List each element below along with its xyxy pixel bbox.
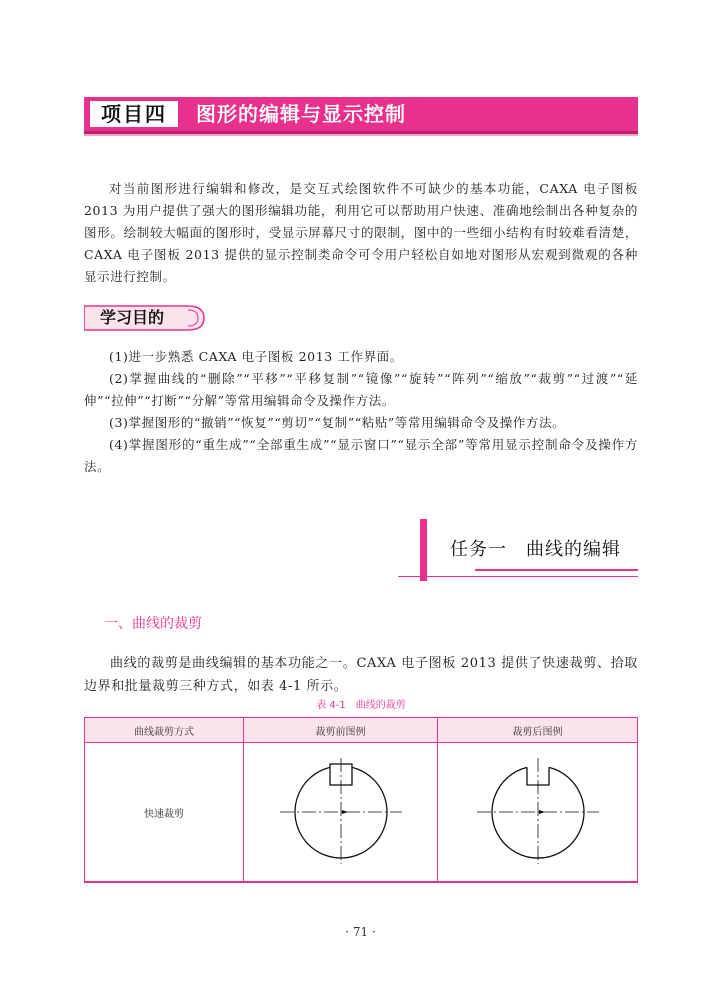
chapter-title: 图形的编辑与显示控制 <box>196 102 406 126</box>
page-number: · 71 · <box>345 925 376 939</box>
before-trim-figure <box>276 756 406 866</box>
table-header-row <box>85 718 638 743</box>
after-trim-figure <box>473 756 603 866</box>
table-row <box>85 743 638 883</box>
intro-paragraph: 对当前图形进行编辑和修改，是交互式绘图软件不可缺少的基本功能，CAXA 电子图板 2013 为用户提供了强大的图形编辑功能，利用它可以帮助用户快速、准确地绘制出各种复杂的图形。绘制较大幅面的图形时，受显示屏幕尺寸的限制，图中的一些细小结构有时较难看清楚，CAXA 电子图板 2013 提供的显示控制类命令可令用户轻松自如地对图形从宏观到微观的各种显示进行控制。 <box>84 181 638 284</box>
table-header: 裁剪后图例 <box>438 718 638 743</box>
goal-item: (3)掌握图形的“撤销”“恢复”“剪切”“复制”“粘贴”等常用编辑命令及操作方法。 <box>109 415 566 430</box>
task-underline <box>475 569 638 571</box>
table-header: 裁剪前图例 <box>244 718 438 743</box>
after-figure-cell <box>438 743 638 883</box>
task-title: 任务一 曲线的编辑 <box>450 539 621 560</box>
goal-item: (2)掌握曲线的“删除”“平移”“平移复制”“镜像”“旋转”“阵列”“缩放”“裁剪”“过渡”“延伸”“拉伸”“打断”“分解”等常用编辑命令及操作方法。 <box>84 371 638 408</box>
goals-list <box>84 346 638 478</box>
trim-method-cell: 快速裁剪 <box>85 743 244 883</box>
chapter-number: 项目四 <box>90 101 178 127</box>
task-underline-thin <box>398 576 638 577</box>
intro-text <box>84 178 638 288</box>
before-figure-cell <box>244 743 438 883</box>
section-heading: 一、曲线的裁剪 <box>104 616 202 632</box>
section-paragraph: 曲线的裁剪是曲线编辑的基本功能之一。CAXA 电子图板 2013 提供了快速裁剪、拾取边界和批量裁剪三种方式，如表 4-1 所示。 <box>84 656 638 694</box>
goal-item: (1)进一步熟悉 CAXA 电子图板 2013 工作界面。 <box>109 349 403 364</box>
section-body <box>84 652 638 698</box>
table-header: 曲线裁剪方式 <box>85 718 244 743</box>
trim-table <box>84 717 638 883</box>
task-bar <box>420 519 427 581</box>
goal-item: (4)掌握图形的“重生成”“全部重生成”“显示窗口”“显示全部”等常用显示控制命令及操作方法。 <box>84 437 638 474</box>
chapter-banner-underline <box>84 134 638 136</box>
goals-label: 学习目的 <box>100 308 165 327</box>
table-caption: 表 4-1 曲线的裁剪 <box>316 700 406 711</box>
